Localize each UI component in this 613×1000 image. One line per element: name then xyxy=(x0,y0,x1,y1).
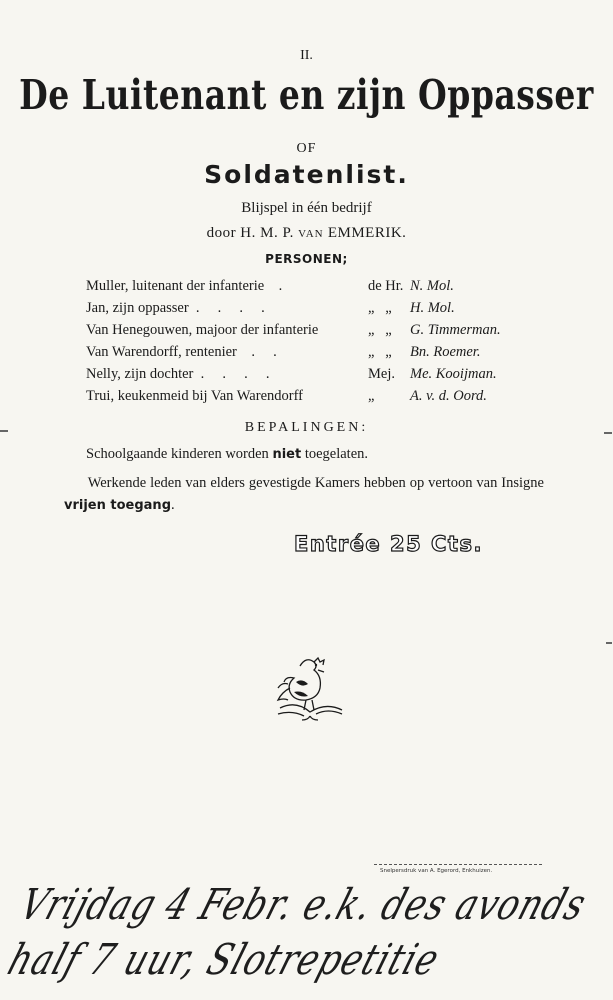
rule-children-bold: niet xyxy=(272,447,302,462)
cast-list xyxy=(86,275,556,407)
cast-row xyxy=(86,297,556,319)
margin-mark xyxy=(604,432,612,434)
rule-members xyxy=(64,472,544,517)
margin-mark xyxy=(606,642,612,644)
cast-actor: H. Mol. xyxy=(410,300,455,316)
cast-actor: Me. Kooijman. xyxy=(410,366,497,382)
rooster-ornament-icon xyxy=(270,652,350,722)
cast-row xyxy=(86,275,556,297)
author-prefix: door H. M. P. xyxy=(206,225,294,241)
part-numeral: II. xyxy=(300,48,313,63)
cast-row xyxy=(86,341,556,363)
cast-actor: N. Mol. xyxy=(410,278,454,294)
cast-actor: G. Timmerman. xyxy=(410,322,501,338)
cast-role: Muller, luitenant der infanterie . xyxy=(86,278,283,294)
cast-actor: Bn. Roemer. xyxy=(410,344,481,360)
play-author xyxy=(0,225,613,242)
entrance-fee: Entrée 25 Cts. xyxy=(294,532,483,556)
cast-role: Jan, zijn oppasser . . . . xyxy=(86,300,265,316)
handwritten-date: Vrijdag 4 Febr. e.k. des avonds xyxy=(13,880,593,930)
play-title: De Luitenant en zijn Oppasser xyxy=(19,70,594,119)
handwritten-note: half 7 uur, Slotrepetitie xyxy=(1,935,446,985)
cast-row xyxy=(86,363,556,385)
rule-children xyxy=(86,446,556,463)
cast-title: de Hr. xyxy=(368,278,404,294)
play-genre: Blijspel in één bedrijf xyxy=(241,200,372,216)
rule-children-text-a: Schoolgaande kinderen worden xyxy=(86,446,273,462)
cast-row xyxy=(86,319,556,341)
margin-mark xyxy=(0,430,8,432)
rules-heading: BEPALINGEN: xyxy=(244,420,369,435)
cast-actor: A. v. d. Oord. xyxy=(410,388,487,404)
rule-members-text-a: Werkende leden van elders gevestigde Kamers hebben op vertoon van Insigne xyxy=(87,475,544,491)
cast-heading: PERSONEN; xyxy=(265,252,348,266)
rule-members-bold: vrijen toegang xyxy=(64,498,171,513)
cast-role: Van Henegouwen, majoor der infanterie xyxy=(86,322,319,338)
cast-title: „ „ xyxy=(368,300,392,316)
cast-title: „ „ xyxy=(368,344,392,360)
cast-title: Mej. xyxy=(368,366,395,382)
cast-role: Trui, keukenmeid bij Van Warendorff xyxy=(86,388,303,404)
rule-children-text-b: toegelaten. xyxy=(301,446,369,462)
cast-role: Van Warendorff, rentenier . . xyxy=(86,344,277,360)
author-particle: VAN xyxy=(298,228,324,240)
rule-members-text-b: . xyxy=(171,497,175,513)
or-connector: OF xyxy=(296,141,317,156)
cast-title: „ „ xyxy=(368,322,392,338)
cast-role: Nelly, zijn dochter . . . . xyxy=(86,366,270,382)
cast-row xyxy=(86,385,556,407)
printer-divider xyxy=(374,864,542,865)
printer-credit: Snelpersdruk van A. Egerord, Enkhuizen. xyxy=(380,868,493,874)
play-subtitle: Soldatenlist. xyxy=(204,160,409,189)
author-surname: EMMERIK. xyxy=(327,225,407,241)
cast-title: „ xyxy=(368,388,375,404)
